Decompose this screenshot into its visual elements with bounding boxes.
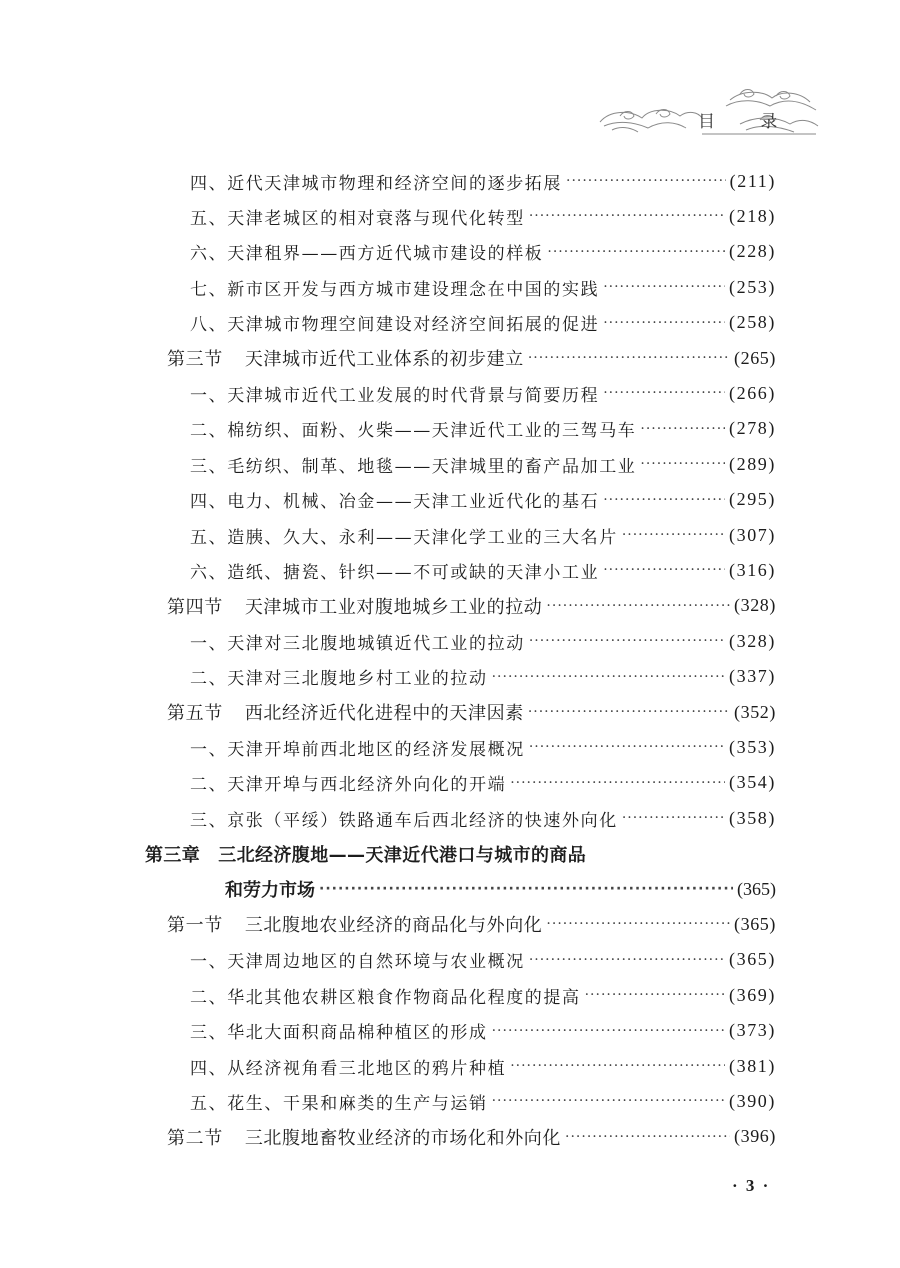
- toc-entry-title: 一、天津开埠前西北地区的经济发展概况: [190, 739, 525, 760]
- toc-entry-item[interactable]: [190, 201, 776, 231]
- toc-leader-dots: [565, 1122, 730, 1152]
- toc-page-number: (253): [729, 276, 776, 297]
- toc-page-number: (354): [729, 772, 776, 793]
- toc-page-number: (265): [734, 347, 776, 368]
- header-title: 目 录: [698, 112, 798, 132]
- toc-leader-dots: [510, 768, 725, 798]
- toc-page-number: (258): [729, 312, 776, 333]
- toc-entry-title: 二、华北其他农耕区粮食作物商品化程度的提高: [190, 987, 581, 1008]
- toc-leader-dots: [529, 201, 725, 231]
- toc-entry-title: 六、造纸、搪瓷、针织——不可或缺的天津小工业: [190, 562, 600, 583]
- toc-entry-title: 四、近代天津城市物理和经济空间的逐步拓展: [190, 173, 562, 194]
- toc-entry-title: 三、毛纺织、制革、地毯——天津城里的畜产品加工业: [190, 456, 637, 477]
- toc-entry-item[interactable]: [190, 378, 776, 408]
- toc-leader-dots: [640, 414, 725, 444]
- toc-page-number: (218): [729, 205, 776, 226]
- toc-entry-label: [190, 664, 488, 689]
- toc-entry-title: 六、天津租界——西方近代城市建设的样板: [190, 244, 544, 265]
- toc-entry-item[interactable]: [190, 485, 776, 515]
- toc-entry-title: 五、花生、干果和麻类的生产与运销: [190, 1093, 488, 1114]
- toc-entry-label: [190, 416, 636, 441]
- toc-leader-dots: [546, 909, 730, 939]
- toc-page-number: (381): [729, 1055, 776, 1076]
- toc-entry-number: 第一节: [167, 915, 223, 937]
- toc-entry-item[interactable]: [190, 308, 776, 338]
- toc-entry-label: [190, 523, 618, 548]
- toc-entry-item[interactable]: [190, 980, 776, 1010]
- toc-page-number: (373): [729, 1020, 776, 1041]
- toc-entry-item[interactable]: [190, 662, 776, 692]
- toc-leader-dots: [603, 308, 725, 338]
- toc-entry-label: [225, 876, 315, 902]
- toc-entry-label: [190, 452, 636, 477]
- toc-entry-title: 二、天津对三北腹地乡村工业的拉动: [190, 669, 488, 690]
- toc-leader-dots: [529, 626, 725, 656]
- toc-entry-item[interactable]: [190, 555, 776, 585]
- toc-entry-item[interactable]: [190, 803, 776, 833]
- toc-leader-dots: [319, 874, 733, 904]
- toc-leader-dots: [622, 803, 725, 833]
- toc-entry-label: [167, 911, 542, 937]
- toc-entry-chapter[interactable]: [145, 839, 776, 869]
- toc-page-number: (358): [729, 807, 776, 828]
- toc-entry-label: [190, 770, 506, 795]
- toc-entry-label: [190, 558, 599, 583]
- page-number: · 3 ·: [732, 1176, 771, 1195]
- toc-entry-title: 三北腹地畜牧业经济的市场化和外向化: [244, 1127, 562, 1149]
- toc-entry-label: [190, 275, 599, 300]
- toc-leader-dots: [492, 1086, 725, 1116]
- toc-entry-title: 天津城市工业对腹地城乡工业的拉动: [244, 596, 543, 618]
- toc-entry-title: 一、天津周边地区的自然环境与农业概况: [190, 952, 525, 973]
- toc-leader-dots: [492, 1016, 725, 1046]
- toc-page-number: (278): [729, 418, 776, 439]
- toc-leader-dots: [640, 449, 725, 479]
- toc-entry-title: 和劳力市场: [225, 880, 315, 901]
- toc-page-number: (365): [734, 913, 776, 934]
- toc-entry-item[interactable]: [190, 520, 776, 550]
- toc-leader-dots: [546, 591, 730, 621]
- toc-page-number: (328): [729, 630, 776, 651]
- toc-entry-label: [190, 310, 599, 335]
- toc-entry-title: 四、电力、机械、冶金——天津工业近代化的基石: [190, 492, 600, 513]
- toc-entry-label: [190, 735, 525, 760]
- toc-page-number: (365): [737, 878, 776, 899]
- toc-entry-item[interactable]: [190, 1016, 776, 1046]
- toc-entry-section[interactable]: [167, 343, 776, 373]
- toc-page-number: (353): [729, 736, 776, 757]
- toc-entry-section[interactable]: [167, 909, 776, 939]
- toc-leader-dots: [528, 697, 730, 727]
- toc-leader-dots: [528, 343, 730, 373]
- toc-entry-label: [190, 1018, 488, 1043]
- toc-leader-dots: [622, 520, 725, 550]
- toc-entry-title: 一、天津对三北腹地城镇近代工业的拉动: [190, 633, 525, 654]
- toc-entry-item[interactable]: [190, 414, 776, 444]
- toc-entry-label: [167, 345, 524, 371]
- toc-entry-label: [190, 487, 599, 512]
- toc-entry-label: [145, 841, 586, 867]
- toc-entry-title: 天津城市近代工业体系的初步建立: [244, 349, 524, 370]
- toc-entry-number: 第四节: [167, 596, 223, 618]
- toc-entry-label: [167, 1124, 561, 1150]
- toc-entry-label: [190, 169, 562, 194]
- toc-leader-dots: [529, 945, 725, 975]
- toc-page-number: (365): [729, 949, 776, 970]
- toc-page-number: (369): [729, 984, 776, 1005]
- toc-entry-title: 三北经济腹地——天津近代港口与城市的商品: [218, 844, 587, 866]
- toc-entry-label: [167, 593, 542, 619]
- toc-page-number: (211): [729, 170, 776, 191]
- toc-entry-label: [190, 204, 525, 229]
- toc-page-number: (396): [734, 1126, 776, 1147]
- toc-leader-dots: [547, 237, 725, 267]
- toc-entry-label: [190, 1089, 488, 1114]
- toc-entry-title: 西北经济近代化进程中的天津因素: [244, 703, 524, 724]
- toc-page-number: (289): [729, 453, 776, 474]
- toc-leader-dots: [529, 732, 725, 762]
- toc-entry-number: 第三节: [167, 349, 223, 370]
- toc-entry-label: [190, 1054, 506, 1079]
- toc-page-number: (337): [729, 666, 776, 687]
- toc-entry-title: 三北腹地农业经济的商品化与外向化: [244, 915, 543, 937]
- toc-entry-item[interactable]: [190, 166, 776, 196]
- toc-entry-label: [190, 239, 543, 264]
- toc-entry-item[interactable]: [190, 768, 776, 798]
- toc-entry-label: [190, 629, 525, 654]
- toc-entry-item[interactable]: [190, 1051, 776, 1081]
- toc-entry-number: 第二节: [167, 1127, 223, 1149]
- toc-entry-title: 五、造胰、久大、永利——天津化学工业的三大名片: [190, 527, 618, 548]
- toc-entry-title: 八、天津城市物理空间建设对经济空间拓展的促进: [190, 315, 600, 336]
- toc-entry-section[interactable]: [167, 1122, 776, 1152]
- toc-entry-title: 二、棉纺织、面粉、火柴——天津近代工业的三驾马车: [190, 421, 637, 442]
- toc-page-number: (390): [729, 1090, 776, 1111]
- toc-entry-title: 四、从经济视角看三北地区的鸦片种植: [190, 1058, 507, 1079]
- toc-page-number: (328): [734, 595, 776, 616]
- toc-entry-item[interactable]: [190, 1086, 776, 1116]
- toc-leader-dots: [566, 166, 726, 196]
- toc-entry-title: 五、天津老城区的相对衰落与现代化转型: [190, 208, 525, 229]
- toc-page-number: (316): [729, 559, 776, 580]
- toc-entry-item[interactable]: [190, 626, 776, 656]
- toc-entry-item[interactable]: [190, 945, 776, 975]
- toc-leader-dots: [603, 272, 725, 302]
- toc-entry-item[interactable]: [190, 732, 776, 762]
- toc-leader-dots: [603, 485, 725, 515]
- toc-entry-chapter-cont[interactable]: [225, 874, 776, 904]
- toc-leader-dots: [585, 980, 725, 1010]
- toc-entry-title: 三、京张（平绥）铁路通车后西北经济的快速外向化: [190, 810, 618, 831]
- toc-entry-label: [190, 983, 581, 1008]
- toc-entry-section[interactable]: [167, 591, 776, 621]
- toc-leader-dots: [492, 662, 725, 692]
- toc-leader-dots: [510, 1051, 725, 1081]
- toc-entry-number: 第三章: [145, 844, 201, 866]
- toc-entry-title: 二、天津开埠与西北经济外向化的开端: [190, 775, 507, 796]
- toc-entry-item[interactable]: [190, 272, 776, 302]
- running-header: [590, 80, 820, 150]
- toc-entry-label: [190, 806, 618, 831]
- toc-page-number: (295): [729, 489, 776, 510]
- toc-page-number: (228): [729, 241, 776, 262]
- toc-entry-label: [190, 947, 525, 972]
- toc-entry-number: 第五节: [167, 703, 223, 724]
- toc-page-number: (266): [729, 382, 776, 403]
- toc-entry-label: [190, 381, 599, 406]
- toc-entry-title: 七、新市区开发与西方城市建设理念在中国的实践: [190, 279, 600, 300]
- toc-entry-section[interactable]: [167, 697, 776, 727]
- toc-page-number: (352): [734, 701, 776, 722]
- toc-entry-item[interactable]: [190, 449, 776, 479]
- toc-entry-label: [167, 699, 524, 725]
- toc-leader-dots: [603, 378, 725, 408]
- toc-page-number: (307): [729, 524, 776, 545]
- toc-entry-title: 三、华北大面积商品棉种植区的形成: [190, 1023, 488, 1044]
- toc-entry-item[interactable]: [190, 237, 776, 267]
- toc-leader-dots: [603, 555, 725, 585]
- toc-entry-title: 一、天津城市近代工业发展的时代背景与简要历程: [190, 385, 600, 406]
